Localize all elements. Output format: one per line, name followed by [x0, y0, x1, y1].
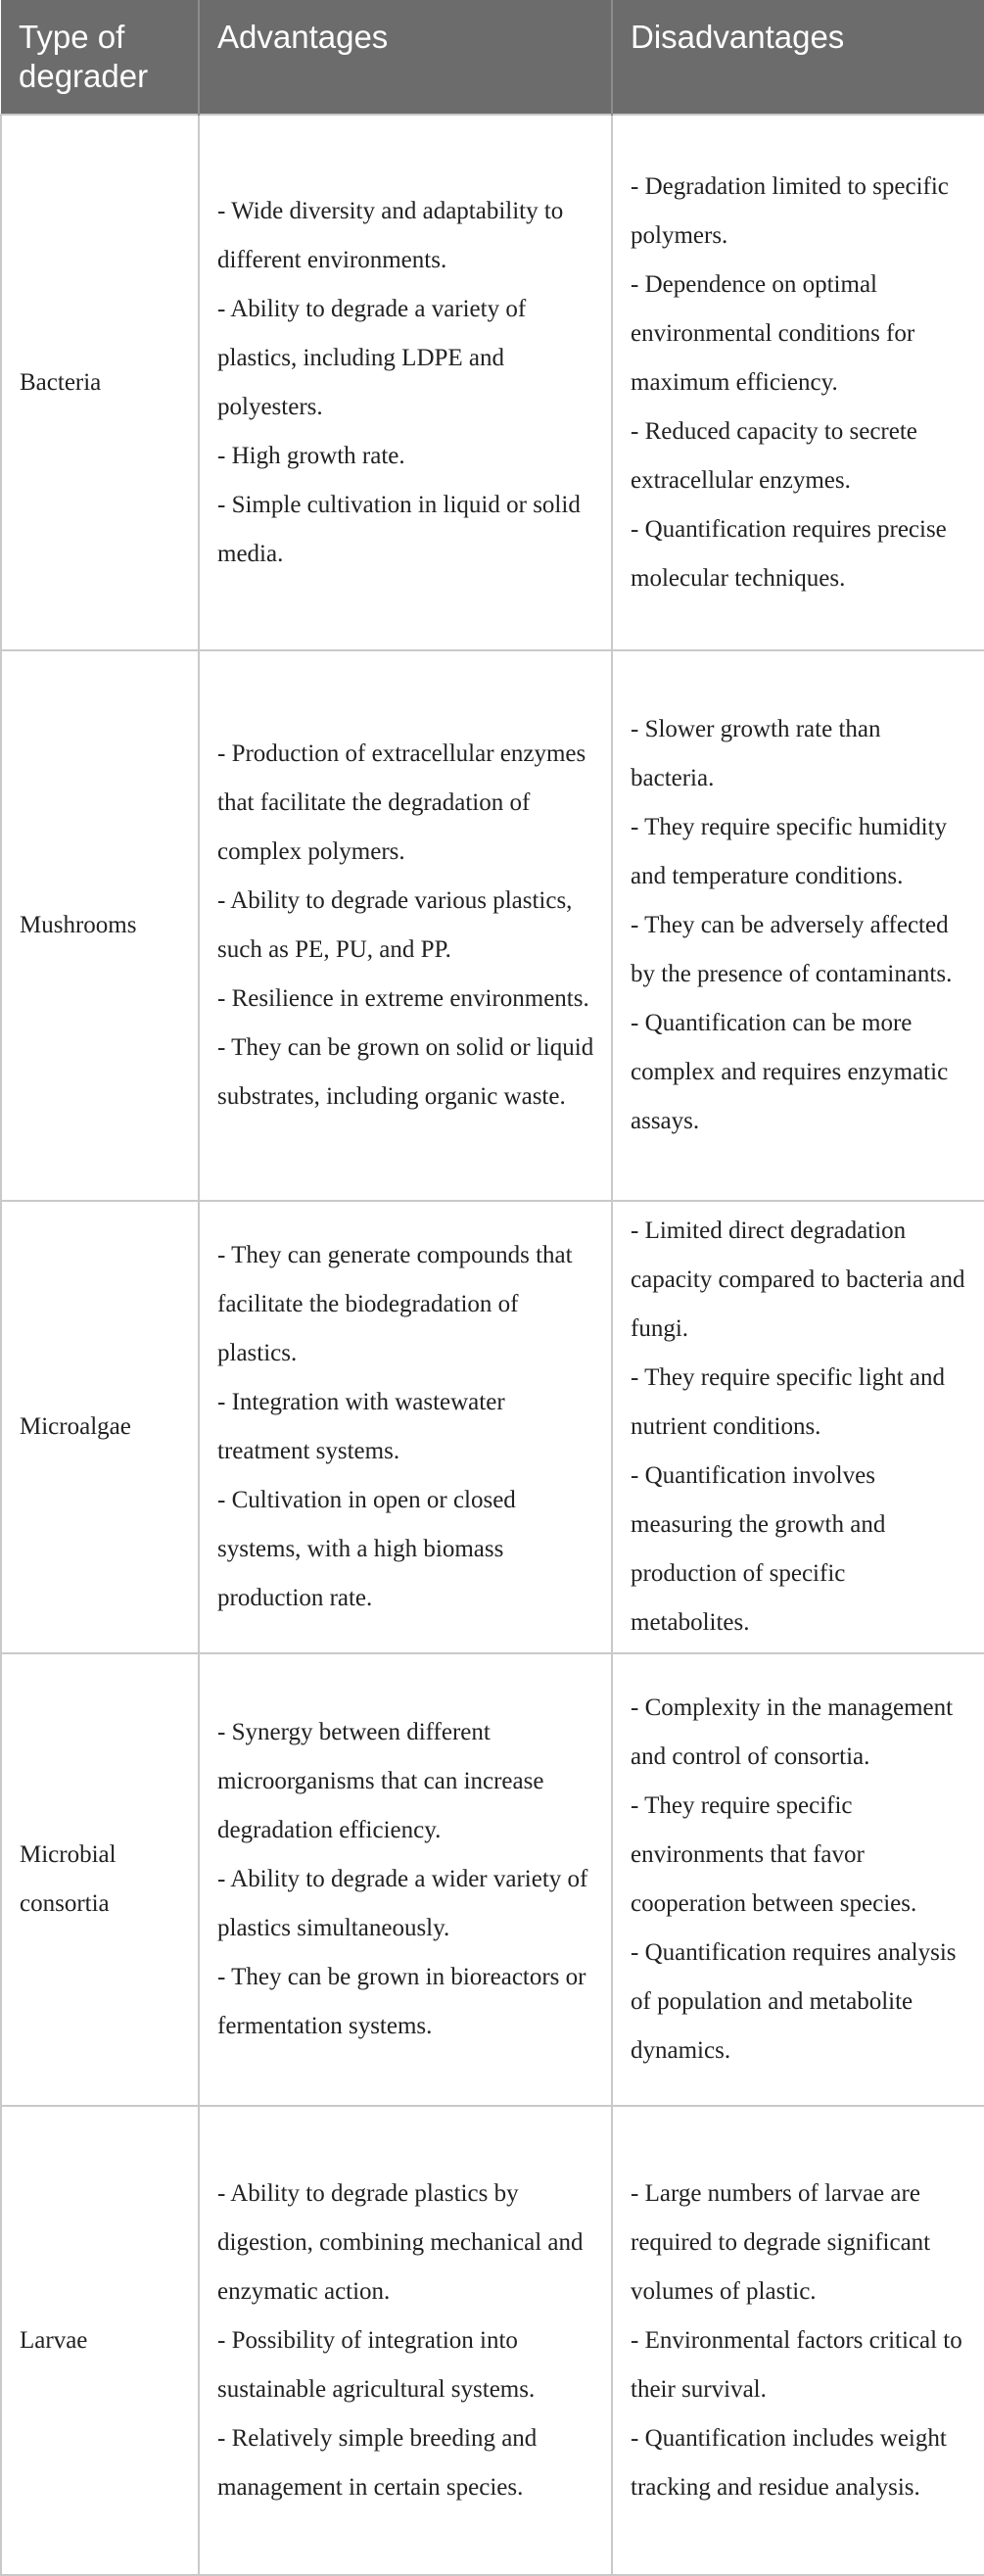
disadvantage-item: - Limited direct degradation capacity compared to bacteria and fungi. [631, 1217, 965, 1342]
cell-advantages [199, 1201, 612, 1653]
advantage-item: - Ability to degrade a variety of plastics, including LDPE and polyesters. [217, 295, 527, 420]
table-body [1, 115, 984, 2575]
disadvantage-item: - Large numbers of larvae are required to degrade significant volumes of plastic. [631, 2179, 931, 2305]
disadvantage-item: - They can be adversely affected by the presence of contaminants. [631, 912, 953, 987]
advantage-item: - Integration with wastewater treatment systems. [217, 1389, 505, 1464]
cell-advantages [199, 1653, 612, 2106]
disadvantage-item: - Quantification requires analysis of population and metabolite dynamics. [631, 1939, 957, 2064]
cell-advantages [199, 650, 612, 1201]
advantage-item: - Cultivation in open or closed systems, with a high biomass production rate. [217, 1487, 516, 1611]
disadvantage-item: - Slower growth rate than bacteria. [631, 716, 881, 791]
disadvantage-item: - Reduced capacity to secrete extracellular enzymes. [631, 417, 917, 494]
advantage-item: - Simple cultivation in liquid or solid media. [217, 491, 581, 567]
table-row-larvae [1, 2106, 984, 2575]
disadvantage-item: - Complexity in the management and control of consortia. [631, 1694, 954, 1770]
advantage-item: - They can generate compounds that facilitate the biodegradation of plastics. [217, 1242, 573, 1366]
table-row-mushrooms [1, 650, 984, 1201]
cell-advantages [199, 115, 612, 650]
header-type-of-degrader: Type of degrader [1, 0, 199, 115]
header-disadvantages: Disadvantages [612, 0, 984, 115]
header-row [1, 0, 984, 115]
disadvantage-item: - Quantification includes weight tracking and residue analysis. [631, 2424, 947, 2501]
advantage-item: - Relatively simple breeding and management in certain species. [217, 2424, 538, 2501]
cell-disadvantages [612, 1201, 984, 1653]
cell-type: Larvae [1, 2106, 199, 2575]
disadvantage-item: - Quantification requires precise molecular techniques. [631, 515, 947, 592]
cell-disadvantages [612, 1653, 984, 2106]
cell-type: Bacteria [1, 115, 199, 650]
advantage-item: - Ability to degrade a wider variety of plastics simultaneously. [217, 1866, 588, 1941]
disadvantage-item: - They require specific light and nutrient conditions. [631, 1364, 945, 1440]
disadvantage-item: - They require specific environments that favor cooperation between species. [631, 1792, 917, 1917]
advantage-item: - They can be grown on solid or liquid substrates, including organic waste. [217, 1034, 594, 1110]
advantage-item: - High growth rate. [217, 442, 405, 469]
advantage-item: - Wide diversity and adaptability to different environments. [217, 197, 564, 273]
table-row-microalgae [1, 1201, 984, 1653]
advantage-item: - Synergy between different microorganisms that can increase degradation efficiency. [217, 1719, 544, 1843]
disadvantage-item: - Quantification involves measuring the growth and production of specific metabolites. [631, 1462, 886, 1636]
advantage-item: - Production of extracellular enzymes that facilitate the degradation of complex polymers. [217, 740, 586, 865]
advantage-item: - Resilience in extreme environments. [217, 985, 589, 1012]
disadvantage-item: - Degradation limited to specific polymers. [631, 172, 949, 249]
disadvantage-item: - Environmental factors critical to their survival. [631, 2326, 962, 2403]
advantage-item: - Possibility of integration into sustainable agricultural systems. [217, 2326, 536, 2403]
cell-advantages [199, 2106, 612, 2575]
disadvantage-item: - They require specific humidity and temperature conditions. [631, 814, 948, 889]
cell-type: Microbial consortia [1, 1653, 199, 2106]
advantage-item: - They can be grown in bioreactors or fermentation systems. [217, 1964, 586, 2039]
cell-disadvantages [612, 650, 984, 1201]
advantage-item: - Ability to degrade plastics by digestion, combining mechanical and enzymatic action. [217, 2179, 584, 2305]
cell-type: Microalgae [1, 1201, 199, 1653]
table-row-bacteria [1, 115, 984, 650]
disadvantage-item: - Quantification can be more complex and requires enzymatic assays. [631, 1010, 949, 1134]
disadvantage-item: - Dependence on optimal environmental conditions for maximum efficiency. [631, 270, 915, 396]
cell-disadvantages [612, 115, 984, 650]
advantage-item: - Ability to degrade various plastics, such as PE, PU, and PP. [217, 887, 573, 963]
cell-disadvantages [612, 2106, 984, 2575]
table-header [1, 0, 984, 115]
header-advantages: Advantages [199, 0, 612, 115]
table-row-microbial-consortia [1, 1653, 984, 2106]
cell-type: Mushrooms [1, 650, 199, 1201]
